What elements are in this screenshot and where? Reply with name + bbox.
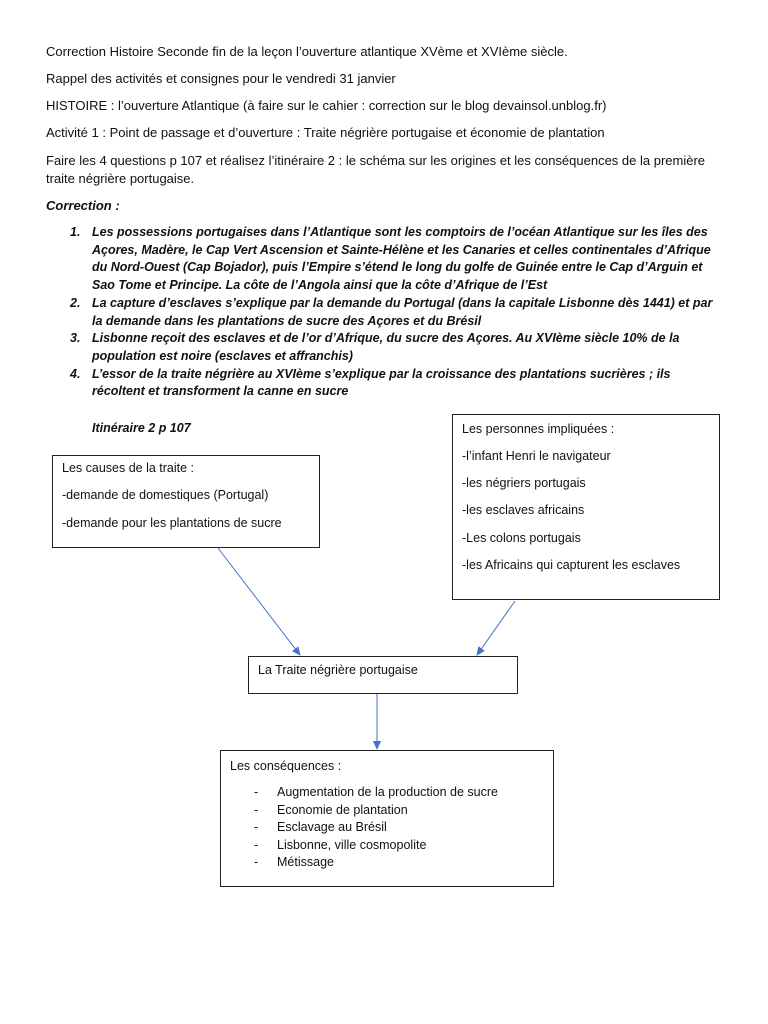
causes-box — [52, 455, 320, 548]
answer-item — [46, 366, 718, 401]
people-item: -les négriers portugais — [462, 476, 586, 490]
answer-item — [46, 224, 718, 295]
people-box — [452, 414, 720, 600]
answer-item — [46, 330, 718, 365]
bullet-dash: - — [254, 855, 259, 869]
bullet-dash: - — [254, 837, 259, 852]
answer-number: 4. — [70, 366, 81, 381]
center-box — [248, 656, 518, 694]
answer-text: Lisbonne reçoit des esclaves et de l’or d’Afrique, du sucre des Açores. Au XVIème siècle 10% de la population est noire (esclaves et affranchis) — [92, 331, 680, 363]
arrow-people-to-center — [477, 601, 515, 655]
center-title: La Traite négrière portugaise — [258, 663, 418, 677]
task-line: Faire les 4 questions p 107 et réalisez l’itinéraire 2 : le schéma sur les origines et les conséquences de la première traite négrière portugaise. — [46, 153, 706, 186]
answer-text: Les possessions portugaises dans l’Atlantique sont les comptoirs de l’océan Atlantique sur les îles des Açores, Madère, le Cap Vert Ascension et Sainte-Hélène et les Canaries et celles continentales d’Afrique du Nord-Ouest (Cap Bojador), puis l’Empire s’étend le long du golfe de Guinée entre le Cap d’Arguin et Sao Tome et Principe. La côte de l’Angola ainsi que la côte d’Afrique de l’Est — [92, 225, 711, 293]
people-item: -les esclaves africains — [462, 503, 585, 517]
answer-number: 3. — [70, 331, 81, 346]
people-item: -les Africains qui capturent les esclaves — [462, 558, 681, 572]
consequences-title: Les conséquences : — [230, 759, 342, 773]
activity-line: Activité 1 : Point de passage et d’ouverture : Traite négrière portugaise et économie de plantation — [46, 125, 605, 140]
people-title: Les personnes impliquées : — [462, 422, 615, 436]
causes-item: -demande de domestiques (Portugal) — [62, 488, 269, 502]
answer-number: 1. — [70, 225, 81, 239]
answer-item — [46, 295, 718, 330]
history-instructions: HISTOIRE : l’ouverture Atlantique (à faire sur le cahier : correction sur le blog devainsol.unblog.fr) — [46, 98, 607, 113]
causes-item: -demande pour les plantations de sucre — [62, 516, 282, 530]
causes-title: Les causes de la traite : — [62, 461, 195, 475]
bullet-dash: - — [254, 820, 259, 834]
consequences-box — [220, 750, 554, 887]
people-item: -l’infant Henri le navigateur — [462, 449, 611, 463]
consequence-text: Augmentation de la production de sucre — [277, 785, 498, 799]
consequence-text: Métissage — [277, 855, 334, 869]
bullet-dash: - — [254, 785, 259, 799]
consequence-text: Economie de plantation — [277, 802, 408, 817]
itinerary-label: Itinéraire 2 p 107 — [92, 421, 191, 435]
answer-text: L’essor de la traite négrière au XVIème s’explique par la croissance des plantations sucrières ; ils récoltent et transforment la canne en sucre — [92, 366, 671, 399]
reminder-line: Rappel des activités et consignes pour le vendredi 31 janvier — [46, 71, 396, 86]
consequence-text: Esclavage au Brésil — [277, 820, 387, 834]
bullet-dash: - — [254, 802, 259, 817]
consequence-text: Lisbonne, ville cosmopolite — [277, 837, 427, 852]
correction-label: Correction : — [46, 198, 120, 213]
answers-list — [46, 224, 718, 401]
answer-number: 2. — [70, 295, 81, 310]
arrow-causes-to-center — [218, 548, 300, 655]
answer-text: La capture d’esclaves s’explique par la demande du Portugal (dans la capitale Lisbonne dès 1441) et par la demande dans les plantations de sucre des Açores et du Brésil — [92, 295, 713, 328]
doc-title: Correction Histoire Seconde fin de la leçon l’ouverture atlantique XVème et XVIème siècle. — [46, 44, 568, 59]
people-item: -Les colons portugais — [462, 531, 581, 545]
